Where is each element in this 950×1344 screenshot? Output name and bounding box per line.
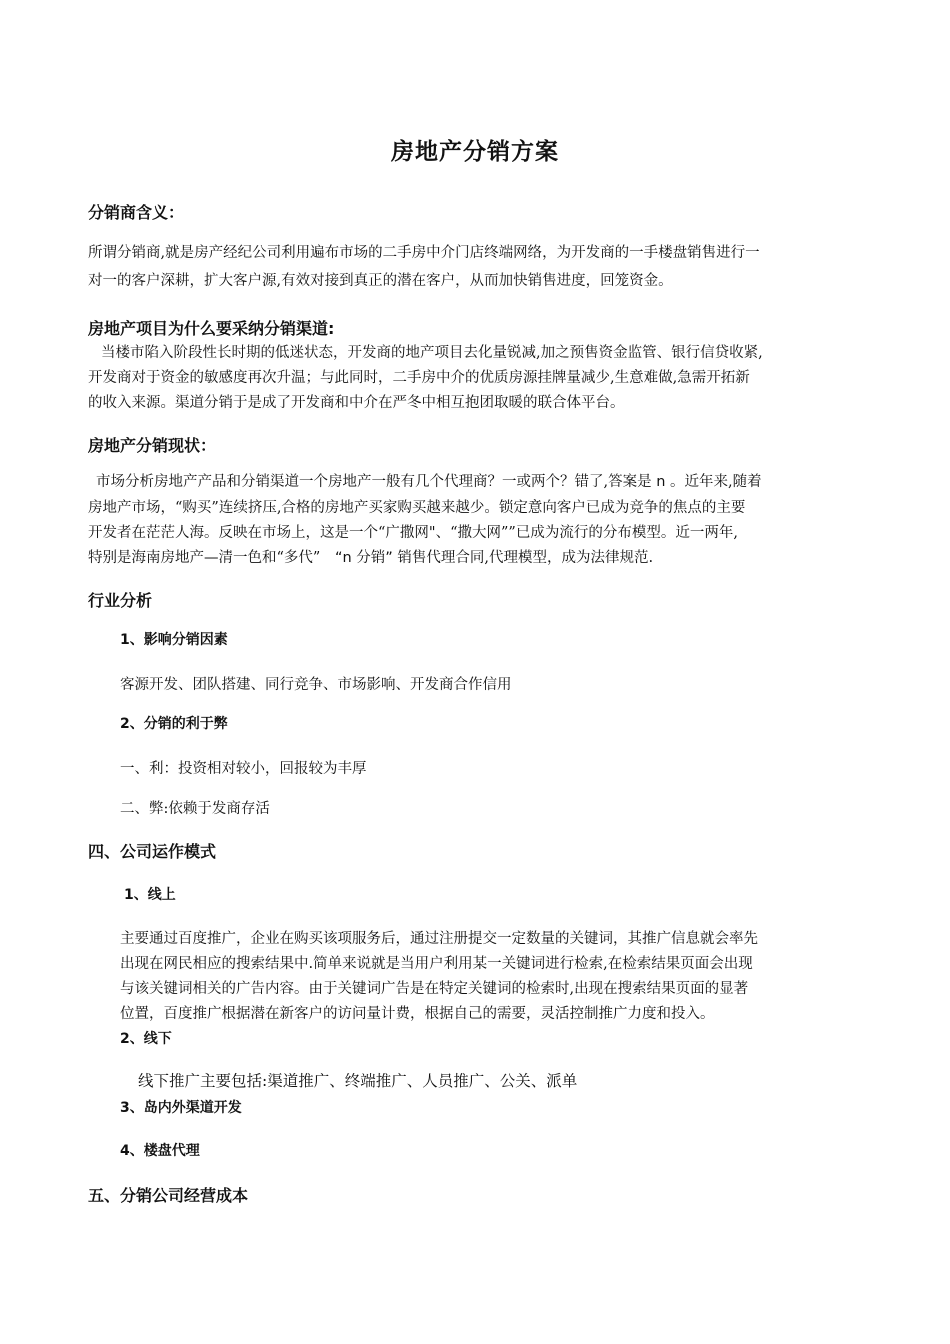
status-line-1-post: 。近年来,随着 [670,474,762,490]
heading-status: 房地产分销现状： [88,436,217,455]
definition-line-2: 对一的客户深耕，扩大客户源,有效对接到真正的潜在客户，从而加快销售进度，回笼资金。 [88,273,673,289]
offline-text: 线下推广主要包括:渠道推广、终端推广、人员推广、公关、派单 [138,1072,578,1090]
heading-definition: 分销商含义： [88,203,185,222]
industry-sub-1: 1、影响分销因素 [120,632,228,648]
heading-why-channels: 房地产项目为什么要采纳分销渠道: [88,319,335,338]
status-line-4-post: 销售代理合同,代理模型，成为法律规范. [397,550,654,566]
status-line-3: 开发者在茫茫人海。反映在市场上，这是一个“广撒网"、“撒大网””已成为流行的分布模型。近一两年, [88,525,738,541]
online-line-1: 主要通过百度推广，企业在购买该项服务后，通过注册提交一定数量的关键词，其推广信息就会率先 [120,931,758,947]
status-line-4-mid: “n 分销” [334,550,393,566]
online-line-4: 位置，百度推广根据潜在新客户的访问量计费，根据自己的需要，灵活控制推广力度和投入。 [120,1006,715,1022]
model-sub-offline: 2、线下 [120,1031,172,1047]
document-title: 房地产分销方案 [391,139,559,165]
heading-industry: 行业分析 [88,591,153,610]
why-line-3: 的收入来源。渠道分销于是成了开发商和中介在严冬中相互抱团取暖的联合体平台。 [88,395,625,411]
online-line-2: 出现在网民相应的搜索结果中.简单来说就是当用户利用某一关键词进行检索,在检索结果页面会出现 [120,956,753,972]
online-line-3: 与该关键词相关的广告内容。由于关键词广告是在特定关键词的检索时,出现在搜索结果页面的显著 [120,981,749,997]
model-sub-agency: 4、楼盘代理 [120,1143,200,1159]
status-line-4-pre: 特别是海南房地产—清一色和“多代” [88,550,321,566]
industry-con: 二、弊:依赖于发商存活 [120,801,270,817]
status-line-1-n: n [656,474,666,490]
industry-pro: 一、利：投资相对较小，回报较为丰厚 [120,761,367,777]
why-line-1: 当楼市陷入阶段性长时期的低迷状态，开发商的地产项目去化量锐减,加之预售资金监管、银行信贷收紧, [101,345,763,361]
status-line-4 [88,546,653,567]
model-sub-online: 1、线上 [124,887,176,903]
industry-factors: 客源开发、团队搭建、同行竞争、市场影响、开发商合作信用 [120,677,512,693]
status-line-1-pre: 市场分析房地产产品和分销渠道一个房地产一般有几个代理商？一或两个？错了,答案是 [96,474,652,490]
definition-line-1: 所谓分销商,就是房产经纪公司利用遍布市场的二手房中介门店终端网络，为开发商的一手楼盘销售进行一 [88,245,760,261]
heading-company-model: 四、公司运作模式 [88,842,217,861]
why-line-2: 开发商对于资金的敏感度再次升温；与此同时，二手房中介的优质房源挂牌量减少,生意难做,急需开拓新 [88,370,750,386]
status-line-2: 房地产市场，“购买”连续挤压,合格的房地产买家购买越来越少。锁定意向客户已成为竞争的焦点的主要 [88,500,746,516]
industry-sub-2: 2、分销的利于弊 [120,716,228,732]
status-line-1 [96,470,762,491]
heading-operating-cost: 五、分销公司经营成本 [88,1186,249,1205]
model-sub-channels: 3、岛内外渠道开发 [120,1100,242,1116]
